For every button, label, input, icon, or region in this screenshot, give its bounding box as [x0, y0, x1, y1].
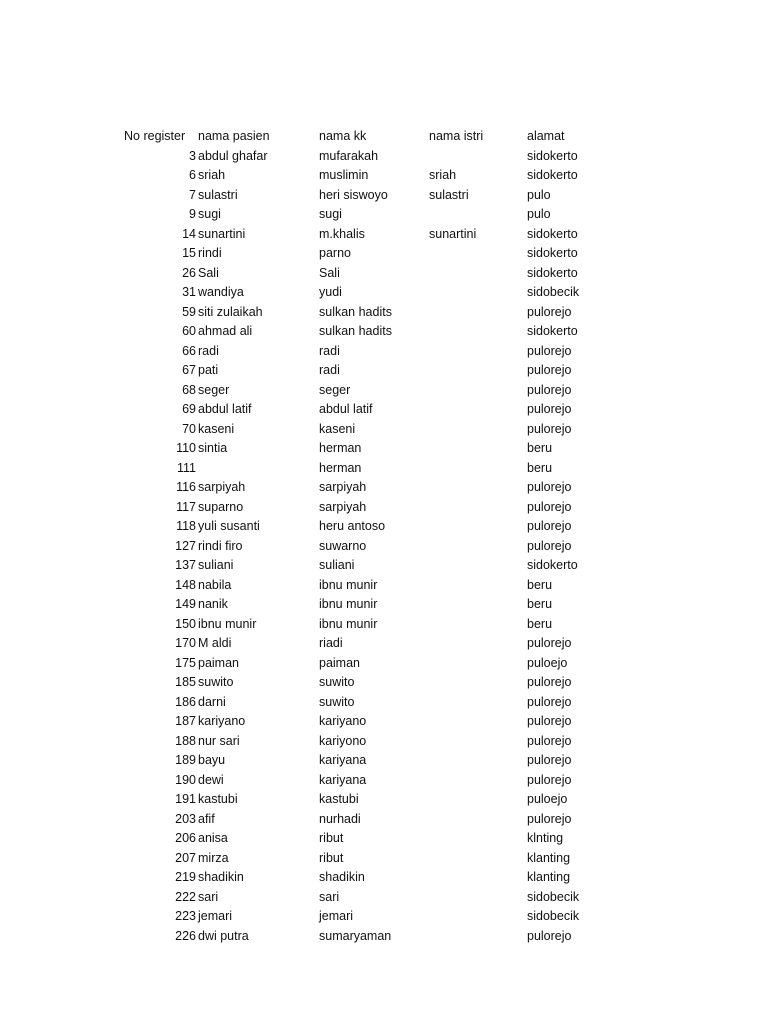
- cell-alamat: beru: [527, 616, 553, 631]
- cell-nama-kk: ibnu munir: [319, 577, 378, 592]
- cell-no-register: 150: [175, 616, 196, 631]
- cell-no-register: 219: [175, 870, 196, 884]
- table-row: [0, 303, 768, 323]
- cell-nama-pasien: sintia: [198, 441, 228, 455]
- table-row: [0, 439, 768, 459]
- table-row: [0, 264, 768, 284]
- cell-nama-pasien: kastubi: [198, 792, 238, 806]
- cell-alamat: puloejo: [527, 655, 568, 670]
- cell-nama-pasien: rindi firo: [198, 538, 243, 553]
- cell-alamat: puloejo: [527, 792, 568, 806]
- cell-nama-kk: herman: [319, 460, 362, 475]
- header-nama-istri: nama istri: [429, 129, 484, 143]
- cell-nama-pasien: kaseni: [198, 421, 235, 436]
- table-row: [0, 400, 768, 420]
- cell-nama-istri: sulastri: [429, 187, 469, 202]
- cell-nama-pasien: sarpiyah: [198, 480, 246, 494]
- table-row: [0, 498, 768, 518]
- cell-alamat: sidokerto: [527, 558, 578, 572]
- header-nama-pasien: nama pasien: [198, 129, 270, 143]
- table-row: [0, 186, 768, 206]
- cell-nama-kk: kaseni: [319, 421, 356, 436]
- cell-nama-kk: riadi: [319, 636, 343, 650]
- cell-no-register: 137: [175, 558, 196, 572]
- cell-alamat: beru: [527, 460, 553, 475]
- cell-alamat: pulorejo: [527, 382, 572, 397]
- cell-alamat: pulorejo: [527, 499, 572, 514]
- cell-nama-pasien: dwi putra: [198, 928, 249, 943]
- cell-nama-kk: sugi: [319, 207, 342, 221]
- cell-alamat: pulorejo: [527, 343, 572, 358]
- cell-nama-kk: suliani: [319, 558, 355, 572]
- table-row: [0, 166, 768, 186]
- cell-alamat: klanting: [527, 870, 571, 884]
- cell-no-register: 190: [175, 772, 196, 787]
- cell-alamat: pulorejo: [527, 519, 572, 533]
- cell-nama-pasien: seger: [198, 382, 230, 397]
- table-row: [0, 634, 768, 654]
- table-row: [0, 322, 768, 342]
- cell-nama-kk: sumaryaman: [319, 928, 392, 943]
- cell-alamat: pulorejo: [527, 636, 572, 650]
- cell-alamat: klanting: [527, 850, 571, 865]
- cell-nama-kk: ibnu munir: [319, 616, 378, 631]
- cell-nama-pasien: nur sari: [198, 733, 240, 748]
- cell-nama-pasien: yuli susanti: [198, 519, 260, 533]
- cell-no-register: 186: [175, 694, 196, 709]
- table-body: [0, 147, 768, 947]
- cell-alamat: klnting: [527, 831, 564, 845]
- cell-nama-pasien: ibnu munir: [198, 616, 257, 631]
- cell-nama-pasien: paiman: [198, 655, 239, 670]
- cell-nama-kk: nurhadi: [319, 811, 361, 826]
- cell-alamat: sidobecik: [527, 285, 580, 299]
- cell-alamat: sidokerto: [527, 246, 578, 260]
- cell-nama-pasien: suparno: [198, 499, 244, 514]
- cell-nama-pasien: rindi: [198, 246, 222, 260]
- table-row: [0, 244, 768, 264]
- table-row: [0, 576, 768, 596]
- cell-nama-kk: radi: [319, 343, 340, 358]
- cell-no-register: 185: [175, 675, 196, 689]
- cell-no-register: 60: [182, 324, 196, 338]
- cell-alamat: pulorejo: [527, 304, 572, 319]
- table-row: [0, 771, 768, 791]
- cell-nama-pasien: M aldi: [198, 636, 232, 650]
- cell-nama-pasien: Sali: [198, 265, 219, 280]
- table-row: [0, 927, 768, 947]
- cell-nama-kk: ibnu munir: [319, 597, 378, 611]
- cell-alamat: pulorejo: [527, 733, 572, 748]
- cell-no-register: 189: [175, 753, 196, 767]
- cell-alamat: beru: [527, 577, 553, 592]
- cell-alamat: pulorejo: [527, 753, 572, 767]
- cell-nama-kk: Sali: [319, 265, 340, 280]
- cell-nama-kk: kariyano: [319, 714, 367, 728]
- cell-nama-pasien: shadikin: [198, 870, 244, 884]
- cell-nama-kk: m.khalis: [319, 226, 365, 241]
- cell-nama-kk: shadikin: [319, 870, 365, 884]
- cell-no-register: 148: [175, 577, 196, 592]
- cell-nama-kk: ribut: [319, 831, 344, 845]
- header-alamat: alamat: [527, 129, 565, 143]
- cell-nama-kk: sari: [319, 889, 340, 904]
- cell-nama-pasien: wandiya: [198, 285, 244, 299]
- cell-nama-pasien: pati: [198, 363, 219, 377]
- cell-no-register: 66: [182, 343, 196, 358]
- table-row: [0, 342, 768, 362]
- table-row: [0, 907, 768, 927]
- cell-no-register: 188: [175, 733, 196, 748]
- table-row: [0, 225, 768, 245]
- cell-nama-pasien: darni: [198, 694, 226, 709]
- cell-no-register: 69: [182, 402, 196, 416]
- cell-no-register: 116: [176, 480, 196, 494]
- table-row: [0, 595, 768, 615]
- cell-alamat: sidobecik: [527, 909, 580, 923]
- cell-alamat: sidokerto: [527, 168, 578, 182]
- cell-no-register: 59: [182, 304, 196, 319]
- cell-no-register: 70: [182, 421, 196, 436]
- cell-nama-kk: ribut: [319, 850, 344, 865]
- table-row: [0, 459, 768, 479]
- cell-alamat: sidokerto: [527, 148, 578, 163]
- cell-nama-pasien: jemari: [198, 909, 233, 923]
- cell-nama-pasien: nabila: [198, 577, 232, 592]
- cell-no-register: 226: [175, 928, 196, 943]
- cell-no-register: 26: [182, 265, 196, 280]
- cell-nama-pasien: sriah: [198, 168, 226, 182]
- cell-alamat: sidokerto: [527, 324, 578, 338]
- cell-nama-pasien: abdul latif: [198, 402, 252, 416]
- cell-nama-kk: abdul latif: [319, 402, 373, 416]
- cell-no-register: 110: [176, 441, 196, 455]
- cell-alamat: sidokerto: [527, 265, 578, 280]
- cell-nama-kk: heri siswoyo: [319, 187, 388, 202]
- cell-nama-kk: seger: [319, 382, 351, 397]
- cell-nama-kk: sarpiyah: [319, 480, 367, 494]
- cell-alamat: pulorejo: [527, 811, 572, 826]
- cell-nama-kk: jemari: [319, 909, 354, 923]
- cell-no-register: 111: [176, 460, 196, 475]
- cell-no-register: 9: [189, 207, 196, 221]
- cell-nama-kk: parno: [319, 246, 351, 260]
- cell-nama-pasien: suliani: [198, 558, 234, 572]
- table-row: [0, 751, 768, 771]
- cell-nama-pasien: bayu: [198, 753, 226, 767]
- cell-nama-kk: mufarakah: [319, 148, 379, 163]
- cell-nama-pasien: sari: [198, 889, 219, 904]
- cell-no-register: 117: [176, 499, 196, 514]
- table-row: [0, 420, 768, 440]
- table-row: [0, 381, 768, 401]
- cell-nama-kk: kastubi: [319, 792, 359, 806]
- table-row: [0, 693, 768, 713]
- cell-no-register: 149: [175, 597, 196, 611]
- cell-no-register: 223: [175, 909, 196, 923]
- cell-nama-pasien: sugi: [198, 207, 221, 221]
- cell-no-register: 206: [175, 831, 196, 845]
- table-row: [0, 673, 768, 693]
- cell-alamat: pulorejo: [527, 363, 572, 377]
- cell-nama-pasien: sulastri: [198, 187, 238, 202]
- cell-nama-pasien: anisa: [198, 831, 228, 845]
- table-row: [0, 790, 768, 810]
- cell-alamat: pulorejo: [527, 714, 572, 728]
- cell-alamat: beru: [527, 441, 553, 455]
- cell-no-register: 31: [182, 285, 196, 299]
- cell-no-register: 6: [189, 168, 196, 182]
- table-row: [0, 361, 768, 381]
- cell-nama-kk: suwito: [319, 694, 355, 709]
- table-row: [0, 810, 768, 830]
- cell-no-register: 207: [175, 850, 196, 865]
- cell-nama-kk: sarpiyah: [319, 499, 367, 514]
- cell-nama-kk: herman: [319, 441, 362, 455]
- cell-nama-istri: sunartini: [429, 226, 477, 241]
- cell-nama-kk: paiman: [319, 655, 360, 670]
- cell-nama-kk: yudi: [319, 285, 342, 299]
- table-row: [0, 615, 768, 635]
- cell-alamat: pulorejo: [527, 538, 572, 553]
- cell-nama-pasien: siti zulaikah: [198, 304, 263, 319]
- cell-alamat: pulorejo: [527, 772, 572, 787]
- cell-nama-kk: radi: [319, 363, 340, 377]
- cell-nama-kk: kariyana: [319, 753, 367, 767]
- cell-nama-kk: kariyono: [319, 733, 367, 748]
- cell-nama-pasien: kariyano: [198, 714, 246, 728]
- cell-no-register: 222: [175, 889, 196, 904]
- cell-alamat: pulorejo: [527, 480, 572, 494]
- cell-nama-pasien: mirza: [198, 850, 229, 865]
- cell-no-register: 67: [182, 363, 196, 377]
- cell-no-register: 14: [182, 226, 196, 241]
- cell-nama-kk: kariyana: [319, 772, 367, 787]
- cell-no-register: 175: [175, 655, 196, 670]
- cell-alamat: pulo: [527, 207, 551, 221]
- cell-nama-pasien: dewi: [198, 772, 224, 787]
- table-row: [0, 517, 768, 537]
- cell-alamat: pulorejo: [527, 675, 572, 689]
- cell-no-register: 68: [182, 382, 196, 397]
- cell-nama-pasien: sunartini: [198, 226, 246, 241]
- cell-no-register: 15: [182, 246, 196, 260]
- cell-nama-kk: sulkan hadits: [319, 324, 392, 338]
- table-row: [0, 556, 768, 576]
- header-no-register: No register: [124, 129, 186, 143]
- cell-alamat: pulorejo: [527, 928, 572, 943]
- cell-nama-kk: suwarno: [319, 538, 367, 553]
- table-row: [0, 147, 768, 167]
- patient-register-table: [0, 127, 768, 946]
- table-row: [0, 654, 768, 674]
- cell-nama-pasien: afif: [198, 811, 215, 826]
- cell-nama-kk: sulkan hadits: [319, 304, 392, 319]
- table-row: [0, 205, 768, 225]
- table-row: [0, 732, 768, 752]
- table-row: [0, 478, 768, 498]
- table-row: [0, 283, 768, 303]
- cell-nama-pasien: radi: [198, 343, 219, 358]
- cell-no-register: 118: [176, 519, 196, 533]
- cell-nama-pasien: nanik: [198, 597, 228, 611]
- cell-nama-pasien: ahmad ali: [198, 324, 253, 338]
- cell-alamat: sidobecik: [527, 889, 580, 904]
- cell-nama-istri: sriah: [429, 168, 457, 182]
- cell-no-register: 170: [175, 636, 196, 650]
- cell-alamat: beru: [527, 597, 553, 611]
- table-row: [0, 712, 768, 732]
- table-row: [0, 537, 768, 557]
- table-header-row: [0, 127, 768, 147]
- cell-alamat: pulorejo: [527, 421, 572, 436]
- cell-no-register: 187: [175, 714, 196, 728]
- table-row: [0, 868, 768, 888]
- cell-nama-kk: heru antoso: [319, 519, 386, 533]
- cell-nama-pasien: abdul ghafar: [198, 148, 268, 163]
- cell-alamat: pulorejo: [527, 402, 572, 416]
- cell-nama-kk: suwito: [319, 675, 355, 689]
- cell-no-register: 191: [175, 792, 196, 806]
- cell-nama-pasien: suwito: [198, 675, 234, 689]
- table-row: [0, 829, 768, 849]
- cell-alamat: pulorejo: [527, 694, 572, 709]
- table-row: [0, 888, 768, 908]
- cell-no-register: 127: [175, 538, 196, 553]
- cell-nama-kk: muslimin: [319, 168, 369, 182]
- table-row: [0, 849, 768, 869]
- cell-no-register: 203: [175, 811, 196, 826]
- header-nama-kk: nama kk: [319, 129, 367, 143]
- cell-alamat: sidokerto: [527, 226, 578, 241]
- cell-no-register: 7: [189, 187, 196, 202]
- cell-no-register: 3: [189, 148, 196, 163]
- cell-alamat: pulo: [527, 187, 551, 202]
